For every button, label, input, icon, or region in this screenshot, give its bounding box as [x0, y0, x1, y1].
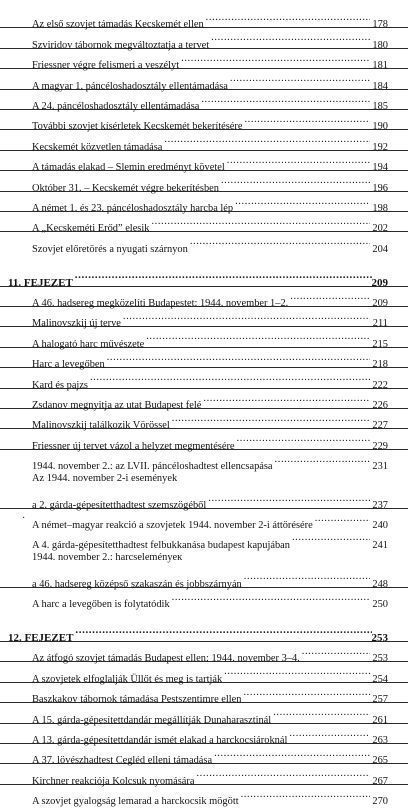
dot-leader [222, 662, 370, 681]
toc-entry-title: A támadás elakad – Slemin eredményt követel [32, 162, 225, 174]
dot-leader [201, 389, 370, 408]
dot-leader [300, 642, 370, 661]
toc-entry[interactable] [0, 744, 408, 767]
margin-mark-icon: · [22, 512, 26, 524]
toc-entry[interactable] [0, 389, 408, 412]
toc-entry-title: A 4. gárda-gépesítetthadtest felbukkanása budapest kapujában [32, 539, 290, 551]
toc-entry[interactable] [0, 151, 408, 174]
dot-leader [144, 327, 370, 346]
dot-leader [73, 619, 371, 641]
table-of-contents [0, 8, 408, 808]
toc-entry-title: Malinovszkij találkozik Vörössel [32, 420, 170, 432]
toc-entry-page-number: 231 [372, 461, 388, 473]
dot-leader [121, 307, 370, 326]
toc-entry[interactable] [0, 588, 408, 610]
toc-entry-page-number: 263 [372, 734, 388, 746]
toc-entry[interactable] [0, 548, 408, 567]
toc-entry[interactable] [0, 642, 408, 665]
toc-entry[interactable] [0, 287, 408, 310]
dot-leader [149, 212, 370, 231]
dot-leader [287, 724, 370, 743]
dot-leader [73, 264, 372, 286]
toc-entry[interactable] [0, 368, 408, 391]
dot-leader [242, 110, 370, 129]
toc-entry-page-number: 192 [372, 141, 388, 153]
toc-entry-title: Kirchner reakciója Kolcsuk nyomására [32, 775, 195, 787]
toc-entry-title: További szovjet kísérletek Kecskemét bekerítésére [32, 121, 243, 133]
dot-leader [199, 90, 370, 109]
dot-leader [206, 489, 370, 508]
toc-entry-title: Az 1944. november 2-i események [32, 473, 178, 485]
toc-entry-title: A 15. gárda-gépesítettdandár megállítják Dunaharasztinál [32, 714, 272, 726]
toc-entry[interactable] [0, 8, 408, 31]
toc-entry-title: A „Kecskeméti Erőd” elesik [32, 223, 150, 235]
toc-entry-page-number: 198 [372, 202, 388, 214]
toc-entry-page-number: 185 [372, 100, 388, 112]
toc-entry-page-number: 209 [372, 298, 388, 310]
toc-entry-page-number: 202 [372, 223, 388, 235]
toc-entry-title: Az első szovjet támadás Kecskemét ellen [32, 19, 204, 31]
toc-entry-title: A 24. páncéloshadosztály ellentámadása [32, 100, 200, 112]
dot-leader [233, 192, 370, 211]
toc-entry-title: a 46. hadsereg középső szakaszán és jobbszárnyán [32, 578, 242, 590]
chapter-title: 11. FEJEZET [8, 276, 73, 289]
toc-entry[interactable] [0, 567, 408, 590]
toc-entry[interactable] [0, 785, 408, 808]
toc-entry-title: A magyar 1. páncéloshadosztály ellentámadása [32, 80, 228, 92]
toc-entry-page-number: 194 [372, 162, 388, 174]
toc-entry-page-number: 267 [372, 775, 388, 787]
dot-leader [105, 348, 370, 367]
toc-entry-page-number: 250 [372, 598, 388, 610]
toc-entry-page-number: 240 [372, 520, 388, 532]
toc-entry-page-number: 237 [372, 499, 388, 511]
toc-entry[interactable] [0, 724, 408, 744]
toc-entry-page-number: 257 [372, 694, 388, 706]
toc-entry[interactable] [0, 110, 408, 133]
toc-entry-title: A német–magyar reakció a szovjetek 1944. november 2-i áttörésére [32, 520, 313, 532]
toc-entry-title: 1944. november 2.: az LVII. páncéloshadtest ellencsapása [32, 461, 273, 473]
toc-entry[interactable] [0, 232, 408, 255]
toc-entry-title: Zsdanov megnyitja az utat Budapest felé [32, 400, 202, 412]
toc-entry-page-number: 218 [372, 359, 388, 371]
toc-entry[interactable] [0, 662, 408, 685]
toc-entry-title: Harc a levegőben [32, 359, 105, 371]
toc-entry-title: Kard és pajzs [32, 379, 88, 391]
toc-entry[interactable] [0, 327, 408, 350]
toc-entry-page-number: 211 [372, 318, 388, 330]
dot-leader [228, 69, 370, 88]
toc-entry-title: A 13. gárda-gépesítettdandár ismét elakad a harckocsiároknál [32, 734, 288, 746]
toc-entry-title: Az átfogó szovjet támadás Budapest ellen: 1944. november 3–4. [32, 653, 300, 665]
toc-entry[interactable] [0, 49, 408, 72]
toc-entry[interactable] [0, 409, 408, 432]
toc-entry[interactable] [0, 130, 408, 153]
dot-leader [219, 171, 370, 190]
dot-leader [204, 8, 370, 27]
toc-entry-title: Friessner új tervet vázol a helyzet megmentésére [32, 440, 235, 452]
toc-entry-title: a 2. gárda-gépesítetthadtest szemszögéből [32, 499, 207, 511]
dot-leader [241, 683, 370, 702]
toc-entry-page-number: 229 [372, 440, 388, 452]
dot-leader [239, 785, 370, 804]
toc-entry[interactable] [0, 683, 408, 706]
toc-entry[interactable] [0, 212, 408, 235]
chapter-page-number: 209 [371, 276, 388, 289]
toc-entry-page-number: 254 [372, 673, 388, 685]
toc-entry-title: 1944. november 2.: harcseleményeк [32, 551, 183, 563]
toc-entry-title: Szviridov tábornok megváltoztatja a tervet [32, 39, 210, 51]
toc-entry[interactable] [0, 69, 408, 92]
dot-leader [194, 764, 370, 783]
dot-leader [179, 49, 370, 68]
toc-entry-page-number: 178 [372, 19, 388, 31]
dot-leader [170, 409, 370, 428]
toc-entry[interactable] [0, 171, 408, 194]
dot-leader [288, 287, 370, 306]
toc-entry-title: A német 1. és 23. páncéloshadosztály harcba lép [32, 202, 234, 214]
chapter-heading [0, 264, 408, 287]
toc-entry-title: Malinovszkij új terve [32, 318, 121, 330]
toc-entry[interactable] [0, 469, 408, 488]
dot-leader [242, 567, 370, 586]
toc-entry-page-number: 265 [372, 755, 388, 767]
dot-leader [212, 744, 370, 763]
dot-leader [170, 588, 370, 607]
chapter-title: 12. FEJEZET [8, 631, 74, 644]
toc-entry-title: Szovjet előretörés a nyugati szárnyon [32, 243, 188, 255]
toc-entry[interactable] [0, 509, 408, 532]
toc-entry[interactable] [0, 28, 408, 51]
toc-entry[interactable] [0, 90, 408, 110]
toc-entry[interactable] [0, 192, 408, 212]
toc-entry-title: A halogató harc művészete [32, 338, 145, 350]
toc-entry-page-number: 226 [372, 400, 388, 412]
toc-entry[interactable] [0, 348, 408, 371]
dot-leader [188, 232, 370, 251]
toc-entry-page-number: 227 [372, 420, 388, 432]
toc-entry-page-number: 253 [372, 653, 388, 665]
toc-entry[interactable] [0, 307, 408, 330]
toc-entry-title: A 46. hadsereg megközelíti Budapestet: 1944. november 1–2. [32, 298, 289, 310]
toc-entry-page-number: 184 [372, 80, 388, 92]
toc-entry-page-number: 196 [372, 182, 388, 194]
toc-entry-page-number: 241 [372, 539, 388, 551]
toc-entry-page-number: 215 [372, 338, 388, 350]
dot-leader [209, 28, 370, 47]
toc-entry-page-number: 204 [372, 243, 388, 255]
toc-entry-page-number: 248 [372, 578, 388, 590]
toc-entry[interactable] [0, 489, 408, 509]
toc-entry[interactable] [0, 703, 408, 726]
chapter-page-number: 253 [371, 631, 388, 644]
dot-leader [162, 130, 370, 149]
toc-entry-title: A szovjetek elfoglalják Üllőt és meg is tartják [32, 673, 223, 685]
toc-entry[interactable] [0, 450, 408, 473]
toc-entry[interactable] [0, 429, 408, 452]
chapter-heading [0, 619, 408, 642]
dot-leader [235, 429, 370, 448]
dot-leader [225, 151, 370, 170]
toc-entry-page-number: 181 [372, 60, 388, 72]
toc-entry-page-number: 190 [372, 121, 388, 133]
toc-entry-page-number: 180 [372, 39, 388, 51]
toc-entry-title: A szovjet gyalogság lemarad a harckocsik mögött [32, 796, 239, 808]
toc-entry-title: Október 31. – Kecskemét végre bekerítésben [32, 182, 219, 194]
toc-entry-title: Kecskemét közvetlen támadása [32, 141, 163, 153]
toc-entry-page-number: 261 [372, 714, 388, 726]
toc-entry-title: Friessner végre felismeri a veszélyt [32, 60, 180, 72]
dot-leader [313, 509, 370, 528]
dot-leader [271, 703, 370, 722]
toc-entry-title: Baszkakov tábornok támadása Pestszentimre ellen [32, 694, 242, 706]
toc-entry-title: A 37. lövészhadtest Cegléd elleni támadása [32, 755, 213, 767]
dot-leader [88, 368, 370, 387]
toc-entry-page-number: 222 [372, 379, 388, 391]
toc-entry[interactable] [0, 528, 408, 551]
dot-leader [290, 528, 370, 547]
toc-entry-page-number: 270 [372, 796, 388, 808]
toc-entry[interactable] [0, 764, 408, 787]
dot-leader [273, 450, 370, 469]
toc-entry-title: A harc a levegőben is folytatódik [32, 598, 170, 610]
